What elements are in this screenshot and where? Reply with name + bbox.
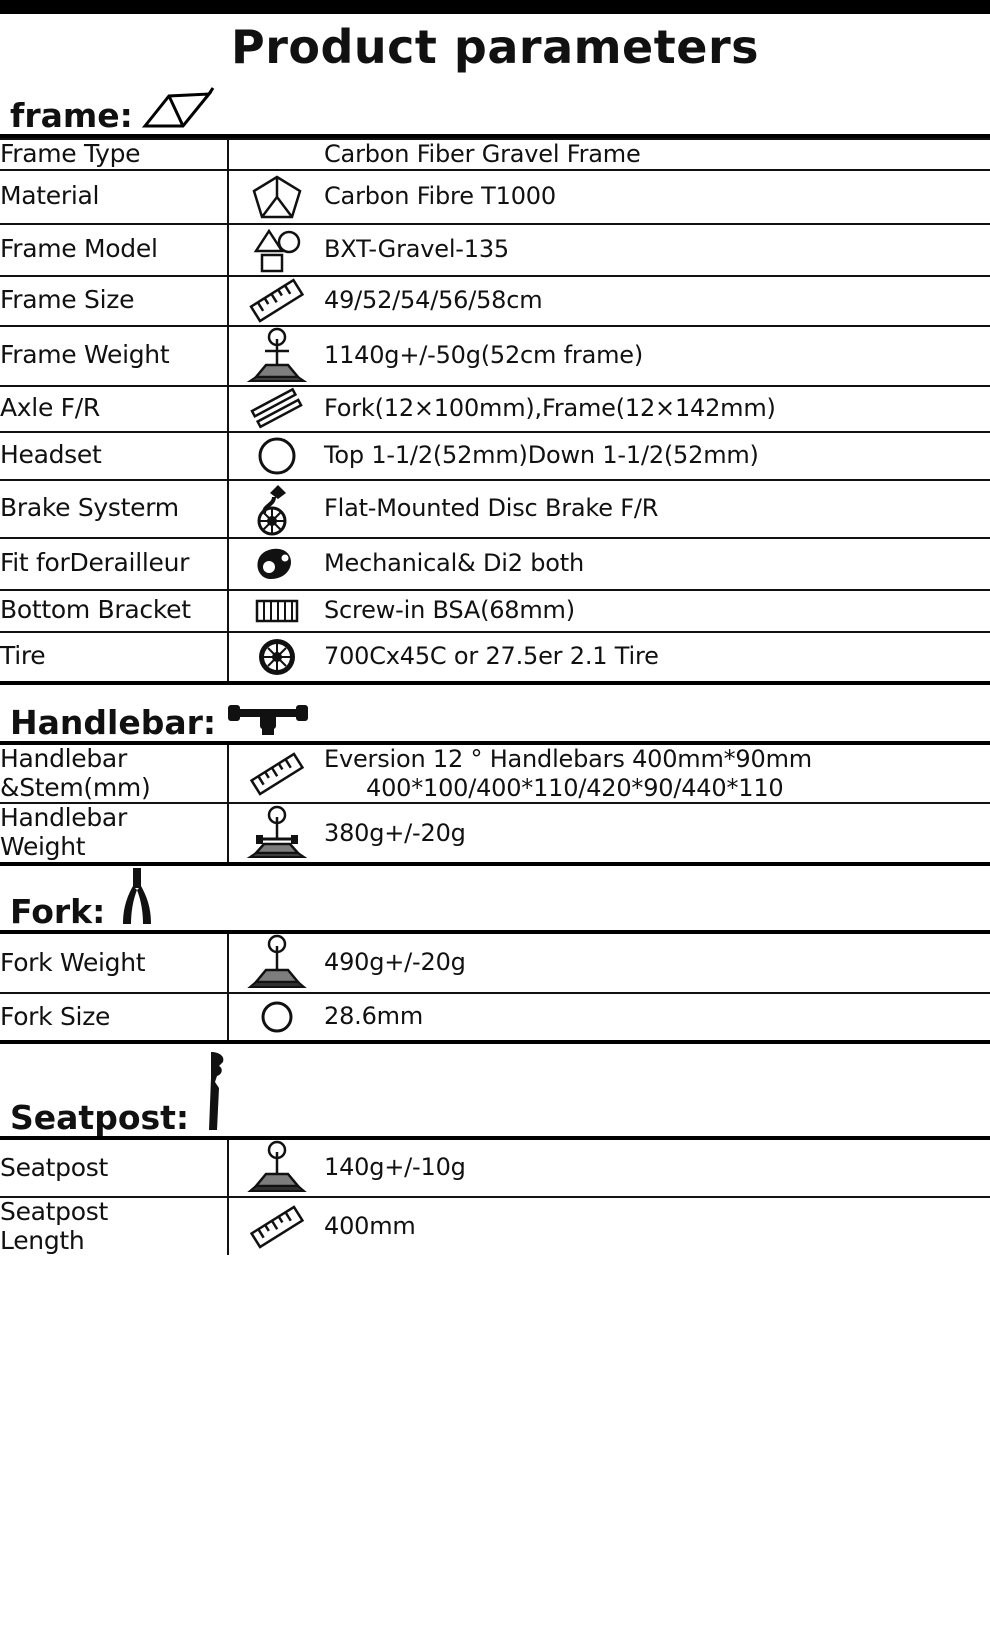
bb-shell-icon — [228, 590, 324, 632]
section-title-frame: frame: — [10, 96, 133, 135]
row-label-line2: &Stem(mm) — [0, 772, 151, 802]
row-label-line1: Handlebar — [0, 803, 127, 833]
bike-frame-icon — [139, 86, 217, 132]
section-header-seatpost — [0, 1044, 990, 1136]
row-value: 380g+/-20g — [324, 818, 466, 847]
row-label — [0, 745, 228, 804]
row-value: 1140g+/-50g(52cm frame) — [324, 326, 990, 386]
table-row — [0, 276, 990, 326]
derailleur-icon — [228, 538, 324, 590]
section-header-frame — [0, 78, 990, 134]
table-frame-wrap — [0, 138, 990, 681]
section-title-seatpost: Seatpost: — [10, 1097, 190, 1137]
table-row — [0, 632, 990, 681]
table-row — [0, 326, 990, 386]
shapes-icon — [228, 224, 324, 276]
row-label: Frame Weight — [0, 326, 228, 386]
table-frame — [0, 140, 990, 681]
disc-brake-icon — [228, 480, 324, 538]
table-row — [0, 170, 990, 224]
page-title: Product parameters — [230, 20, 760, 74]
table-row — [0, 538, 990, 590]
row-value: Carbon Fiber Gravel Frame — [324, 140, 990, 170]
top-black-bar — [0, 0, 990, 14]
row-value: Top 1-1/2(52mm)Down 1-1/2(52mm) — [324, 432, 990, 480]
circle-icon — [228, 432, 324, 480]
row-value: 28.6mm — [324, 1002, 423, 1031]
row-value: 490g+/-20g — [324, 934, 990, 993]
row-label: Seatpost — [0, 1140, 228, 1197]
scale-icon — [228, 326, 324, 386]
row-label-line1: Handlebar — [0, 743, 127, 773]
table-row — [0, 432, 990, 480]
row-label: Brake Systerm — [0, 480, 228, 538]
table-row — [0, 140, 990, 170]
row-label — [0, 1197, 228, 1256]
row-value-line1: Eversion 12 ° Handlebars 400mm*90mm — [324, 744, 812, 773]
row-value: 140g+/-10g — [324, 1140, 990, 1197]
table-row — [0, 934, 990, 993]
carbon-weave-icon — [228, 170, 324, 224]
row-label: Headset — [0, 432, 228, 480]
row-label: Tire — [0, 632, 228, 681]
row-label-line1: Seatpost — [0, 1196, 108, 1226]
table-row — [0, 224, 990, 276]
ruler-icon — [228, 276, 324, 326]
scale-bar-icon — [228, 803, 324, 862]
row-value: Fork(12×100mm),Frame(12×142mm) — [324, 386, 990, 432]
row-label: Fork Size — [0, 993, 228, 1040]
row-value: Mechanical& Di2 both — [324, 538, 990, 590]
row-value: 49/52/54/56/58cm — [324, 276, 990, 326]
table-seatpost — [0, 1140, 990, 1256]
table-row — [0, 590, 990, 632]
ruler-icon — [228, 1197, 324, 1256]
ruler-icon — [228, 745, 324, 804]
table-row — [0, 386, 990, 432]
row-label: Bottom Bracket — [0, 590, 228, 632]
row-label: Frame Type — [0, 140, 228, 170]
row-label: Fork Weight — [0, 934, 228, 993]
row-value: Flat-Mounted Disc Brake F/R — [324, 480, 990, 538]
handlebar-icon — [222, 699, 314, 739]
row-value: BXT-Gravel-135 — [324, 224, 990, 276]
row-value: 700Cx45C or 27.5er 2.1 Tire — [324, 642, 659, 671]
table-row — [0, 803, 990, 862]
circle-icon — [228, 993, 324, 1040]
row-value: 400mm — [324, 1212, 416, 1241]
row-icon-empty — [228, 140, 324, 170]
row-value: Carbon Fibre T1000 — [324, 170, 990, 224]
row-label: Frame Size — [0, 276, 228, 326]
row-value: Screw-in BSA(68mm) — [324, 590, 990, 632]
wheel-icon — [228, 632, 324, 681]
section-header-fork — [0, 866, 990, 930]
row-label: Axle F/R — [0, 386, 228, 432]
fork-icon — [111, 866, 163, 928]
row-label — [0, 803, 228, 862]
section-title-fork: Fork: — [10, 891, 106, 931]
section-header-handlebar — [0, 685, 990, 741]
table-row — [0, 1140, 990, 1197]
table-fork — [0, 934, 990, 1040]
table-handlebar — [0, 745, 990, 862]
axle-rods-icon — [228, 386, 324, 432]
row-value — [324, 745, 990, 804]
section-title-handlebar: Handlebar: — [10, 702, 217, 742]
row-label: Fit forDerailleur — [0, 538, 228, 590]
table-row — [0, 1197, 990, 1256]
row-label: Material — [0, 170, 228, 224]
row-label: Frame Model — [0, 224, 228, 276]
row-label-line2: Length — [0, 1225, 85, 1255]
scale-icon — [228, 934, 324, 993]
table-row — [0, 480, 990, 538]
table-row — [0, 993, 990, 1040]
scale-icon — [228, 1140, 324, 1197]
table-row — [0, 745, 990, 804]
row-label-line2: Weight — [0, 832, 86, 862]
row-value-line2: 400*100/400*110/420*90/440*110 — [366, 773, 784, 802]
seatpost-icon — [195, 1048, 239, 1134]
